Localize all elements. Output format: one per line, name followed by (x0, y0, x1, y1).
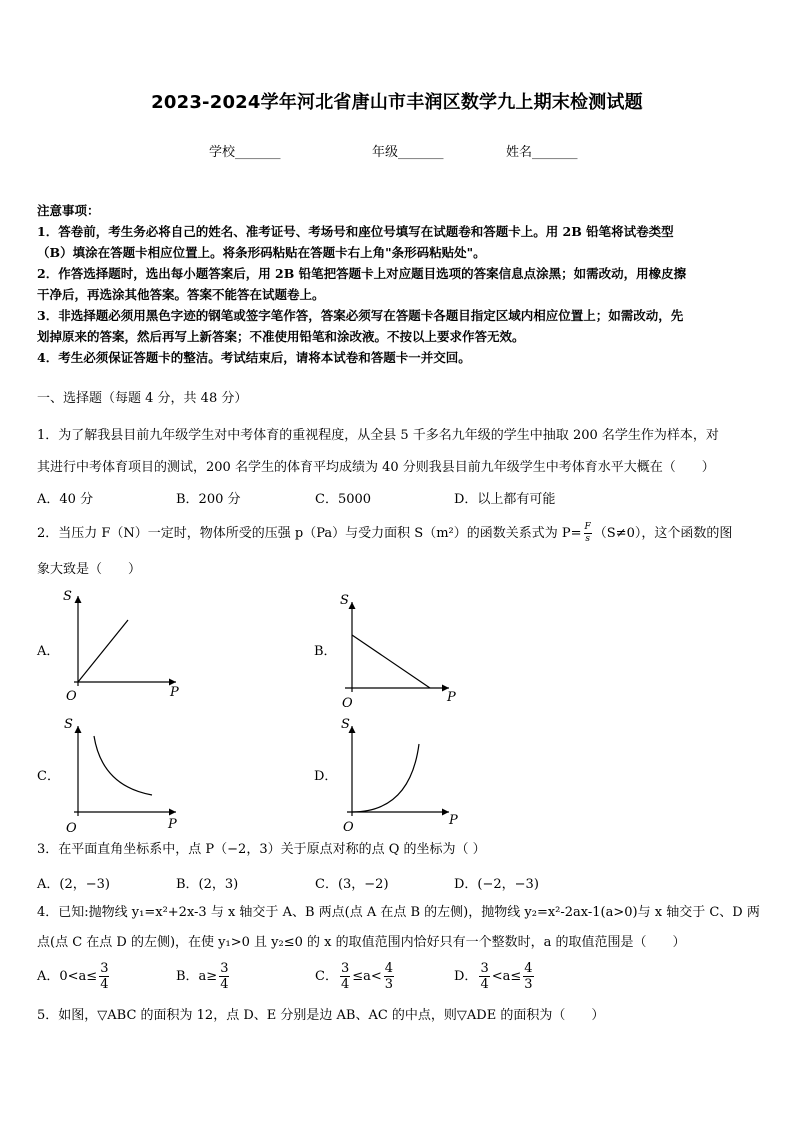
q2-line-1-start: 2．当压力 F（N）一定时，物体所受的压强 p（Pa）与受力面积 S（m²）的函数关系式为 P= (37, 526, 582, 541)
origin-label: O (342, 696, 353, 710)
q1-option-d: D．以上都有可能 (454, 492, 556, 507)
frac-num: 3 (100, 961, 109, 976)
q2-graph-a (60, 586, 190, 704)
q2-option-b-label: B． (314, 644, 337, 659)
axis-y-label: S (64, 717, 73, 732)
q2-graph-d (335, 712, 465, 834)
q5-line-1: 5．如图，▽ABC 的面积为 12，点 D、E 分别是边 AB、AC 的中点，则▽ADE 的面积为（ ） (37, 1008, 605, 1023)
frac-num: 3 (220, 961, 229, 976)
notes-heading: 注意事项： (37, 203, 100, 218)
note-2-line-2: 干净后，再选涂其他答案。答案不能答在试题卷上。 (37, 287, 325, 302)
q2-option-c-label: C． (37, 769, 60, 784)
frac-den: 4 (340, 977, 350, 992)
q2-option-a-label: A． (37, 644, 60, 659)
frac-den: 3 (524, 977, 533, 992)
frac-num: 4 (384, 961, 394, 976)
q4-d-text: <a≤ (491, 969, 522, 984)
q1-option-a: A．40 分 (37, 492, 94, 507)
frac-den: 4 (220, 977, 229, 992)
q1-option-c: C．5000 (315, 492, 372, 507)
note-1-line-2: （B）填涂在答题卡相应位置上。将条形码粘贴在答题卡右上角"条形码粘贴处"。 (37, 245, 486, 260)
q4-c-fraction-1 (340, 962, 350, 991)
q2-option-d-label: D． (314, 769, 338, 784)
section-heading: 一、选择题（每题 4 分，共 48 分） (37, 391, 248, 406)
graph-curve (352, 744, 419, 812)
origin-label: O (66, 821, 77, 834)
q1-line-2: 其进行中考体育项目的测试，200 名学生的体育平均成绩为 40 分则我县目前九年级学生中考体育水平大概在（ ） (37, 460, 715, 475)
q2-line-1-end: （S≠0），这个函数的图 (593, 526, 733, 541)
origin-label: O (343, 820, 354, 834)
q2-frac-num: F (584, 522, 591, 532)
note-3-line-2: 划掉原来的答案，然后再写上新答案；不准使用铅笔和涂改液。不按以上要求作答无效。 (37, 329, 525, 344)
origin-label: O (66, 689, 77, 704)
q2-fraction (584, 523, 592, 544)
school-field: 学校_______ (209, 145, 281, 160)
q4-option-a (37, 962, 111, 991)
q4-d-fraction-2 (523, 962, 533, 991)
page-title: 2023-2024学年河北省唐山市丰润区数学九上期末检测试题 (151, 92, 643, 113)
q1-line-1: 1．为了解我县目前九年级学生对中考体育的重视程度，从全县 5 千多名九年级的学生中抽取 200 名学生作为样本，对 (37, 428, 719, 443)
axis-x-label: P (168, 817, 177, 832)
note-2-line-1: 2．作答选择题时，选出每小题答案后，用 2B 铅笔把答题卡上对应题目选项的答案信息点涂黑；如需改动，用橡皮擦 (37, 266, 687, 281)
axis-y-label: S (341, 717, 350, 732)
axis-x-label: P (449, 813, 458, 828)
grade-field: 年级_______ (372, 145, 444, 160)
graph-curve (352, 635, 430, 688)
q3-option-a: A．(2，−3) (37, 877, 110, 892)
q3-option-b: B．(2，3) (176, 877, 239, 892)
q2-graph-c (60, 712, 190, 834)
frac-num: 3 (340, 961, 350, 976)
q4-option-b (176, 962, 231, 991)
note-3-line-1: 3．非选择题必须用黑色字迹的钢笔或签字笔作答，答案必须写在答题卡各题目指定区域内相应位置上；如需改动，先 (37, 308, 684, 323)
frac-den: 4 (480, 977, 489, 992)
graph-curve (78, 620, 128, 682)
q1-option-b: B．200 分 (176, 492, 241, 507)
note-1-line-1: 1．答卷前，考生务必将自己的姓名、准考证号、考场号和座位号填写在试题卷和答题卡上。用 2B 铅笔将试卷类型 (37, 224, 674, 239)
q4-c-text: ≤a< (352, 969, 382, 984)
axis-y-label: S (340, 593, 349, 608)
q3-line-1: 3．在平面直角坐标系中，点 P（−2，3）关于原点对称的点 Q 的坐标为（ ） (37, 842, 486, 857)
q2-graph-b (335, 588, 465, 710)
q4-b-fraction (219, 962, 229, 991)
q4-b-text: B．a≥ (176, 969, 218, 984)
q2-frac-den: s (585, 534, 590, 544)
note-4: 4．考生必须保证答题卡的整洁。考试结束后，请将本试卷和答题卡一并交回。 (37, 350, 471, 365)
frac-num: 4 (524, 961, 533, 976)
frac-num: 3 (480, 961, 489, 976)
q2-line-1 (37, 518, 762, 550)
axis-x-label: P (447, 690, 456, 705)
q4-c-fraction-2 (384, 962, 394, 991)
q4-a-text: A．0<a≤ (37, 969, 98, 984)
q4-option-d: D． $\frac{3}{4}$ <a≤ $\frac{4}{3}$ (454, 961, 533, 992)
frac-den: 4 (100, 977, 109, 992)
q3-option-d: D．(−2，−3) (454, 877, 539, 892)
frac-den: 3 (384, 977, 394, 992)
q4-line-1: 4．已知:抛物线 y₁=x²+2x-3 与 x 轴交于 A、B 两点(点 A 在点 B 的左侧)，抛物线 y₂=x²-2ax-1(a>0)与 x 轴交于 C、D 两 (37, 905, 760, 920)
name-field: 姓名_______ (506, 145, 578, 160)
graph-curve (94, 736, 152, 795)
q4-a-fraction (99, 962, 109, 991)
q4-d-fraction-1 (479, 962, 489, 991)
q2-line-2: 象大致是（ ） (37, 562, 142, 577)
q3-option-c: C．(3，−2) (315, 877, 389, 892)
axis-y-label: S (63, 589, 72, 604)
q4-line-2: 点(点 C 在点 D 的左侧)，在使 y₁>0 且 y₂≤0 的 x 的取值范围内恰好只有一个整数时，a 的取值范围是（ ） (37, 935, 686, 950)
axis-x-label: P (170, 685, 179, 700)
q4-option-c: C． $\frac{3}{4}$ ≤a< $\frac{4}{3}$ (315, 961, 394, 992)
